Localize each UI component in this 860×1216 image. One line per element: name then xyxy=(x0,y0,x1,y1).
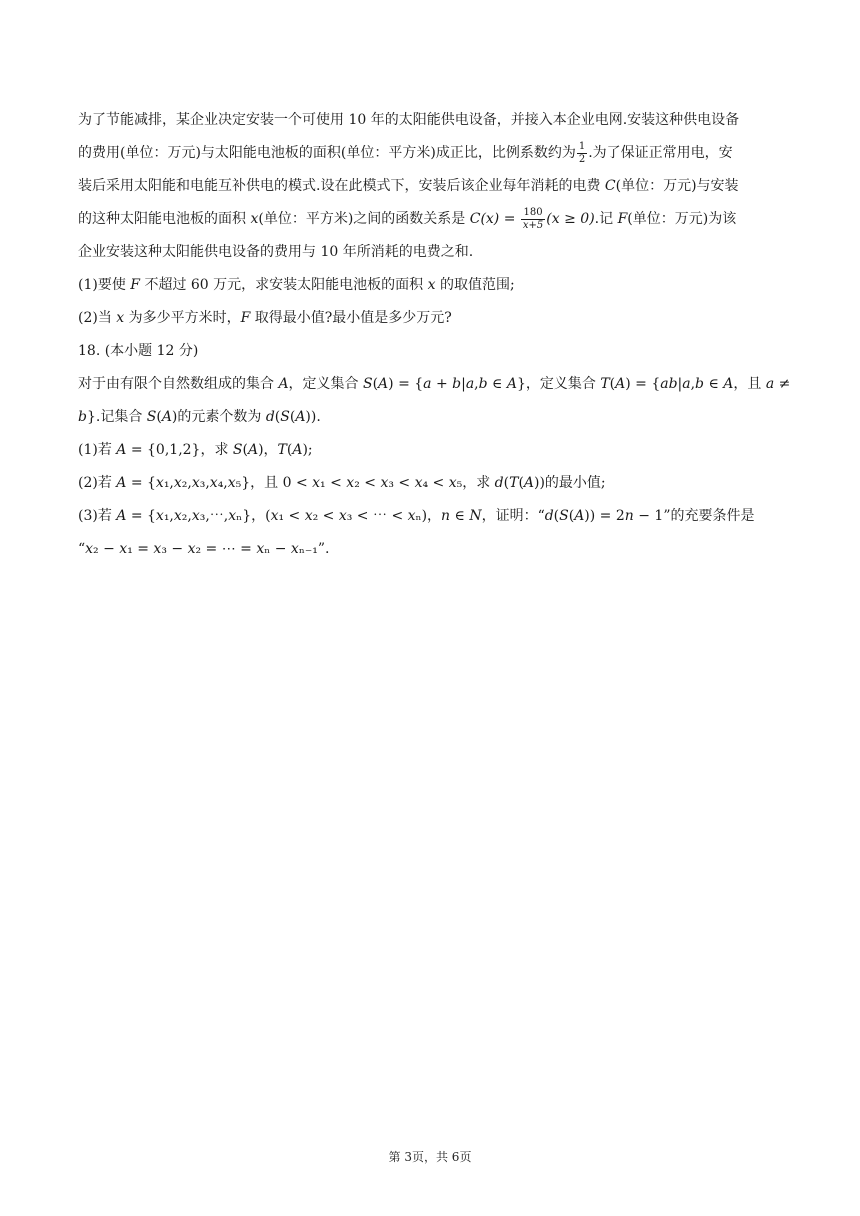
question-2: (2)若 𝐴 = {𝑥₁,𝑥₂,𝑥₃,𝑥₄,𝑥₅}，且 0 < 𝑥₁ < 𝑥₂ < 𝑥₃ < 𝑥₄ < 𝑥₅，求 𝑑(𝑇(𝐴))的最小值; xyxy=(78,475,606,491)
paragraph-line: 𝑏}.记集合 𝑆(𝐴)的元素个数为 𝑑(𝑆(𝐴)). xyxy=(78,409,321,425)
page-number: 第 3页，共 6页 xyxy=(388,1150,472,1164)
text-span: 装后采用太阳能和电能互补供电的模式.设在此模式下，安装后该企业每年消耗的电费 xyxy=(78,178,605,194)
question-1: (1)若 𝐴 = {0,1,2}，求 𝑆(𝐴)，𝑇(𝐴); xyxy=(78,442,313,458)
paragraph-line: 企业安装这种太阳能供电设备的费用与 10 年所消耗的电费之和. xyxy=(78,244,474,260)
fraction-denominator: 2 xyxy=(578,153,586,165)
math-expression: (x ≥ 0) xyxy=(546,211,595,227)
text-span: .为了保证正常用电，安 xyxy=(588,145,733,161)
math-variable: C xyxy=(604,178,616,194)
text-span: (单位：万元)为该 xyxy=(627,211,737,227)
fraction-180-over-x-plus-5 xyxy=(521,207,545,232)
paragraph-line xyxy=(78,203,788,236)
question-3-continued: “𝑥₂ − 𝑥₁ = 𝑥₃ − 𝑥₂ = ⋯ = 𝑥ₙ − 𝑥ₙ₋₁”. xyxy=(78,541,330,557)
text-span: 的费用(单位：万元)与太阳能电池板的面积(单位：平方米)成正比，比例系数约为 xyxy=(78,145,576,161)
question-1: (1)要使 𝐹 不超过 60 万元，求安装太阳能电池板的面积 𝑥 的取值范围; xyxy=(78,277,515,293)
paragraph-line: 为了节能减排，某企业决定安装一个可使用 10 年的太阳能供电设备，并接入本企业电网.安装这种供电设备 xyxy=(78,112,740,128)
fraction-numerator: 1 xyxy=(578,140,586,152)
text-span: 的这种太阳能电池板的面积 xyxy=(78,211,251,227)
problem-18 xyxy=(78,335,791,566)
fraction-numerator: 180 xyxy=(521,207,545,220)
question-3: (3)若 𝐴 = {𝑥₁,𝑥₂,𝑥₃,⋯,𝑥ₙ}，(𝑥₁ < 𝑥₂ < 𝑥₃ < ⋯ < 𝑥ₙ)，𝑛 ∈ 𝑁，证明：“𝑑(𝑆(𝐴)) = 2𝑛 − 1”的充要条件是 xyxy=(78,508,755,524)
question-2: (2)当 𝑥 为多少平方米时，𝐹 取得最小值?最小值是多少万元? xyxy=(78,310,452,326)
text-span: (单位：平方米)之间的函数关系是 xyxy=(258,211,470,227)
problem-heading: 18. (本小题 12 分) xyxy=(78,343,199,359)
problem-17 xyxy=(78,104,788,335)
paragraph-line xyxy=(78,137,788,170)
fraction-denominator: x+5 xyxy=(522,219,544,231)
math-variable: x xyxy=(250,211,259,227)
document-body xyxy=(78,104,791,566)
paragraph-line: 对于由有限个自然数组成的集合 𝐴，定义集合 𝑆(𝐴) = {𝑎 + 𝑏|𝑎,𝑏 ∈ 𝐴}，定义集合 𝑇(𝐴) = {𝑎𝑏|𝑎,𝑏 ∈ 𝐴，且 𝑎 ≠ xyxy=(78,376,791,392)
text-span: (单位：万元)与安装 xyxy=(615,178,739,194)
text-span: .记 xyxy=(594,211,618,227)
math-variable: F xyxy=(617,211,628,227)
paragraph-line xyxy=(78,170,788,203)
fraction-one-half xyxy=(577,141,587,166)
math-expression: C(x) = xyxy=(469,211,520,227)
